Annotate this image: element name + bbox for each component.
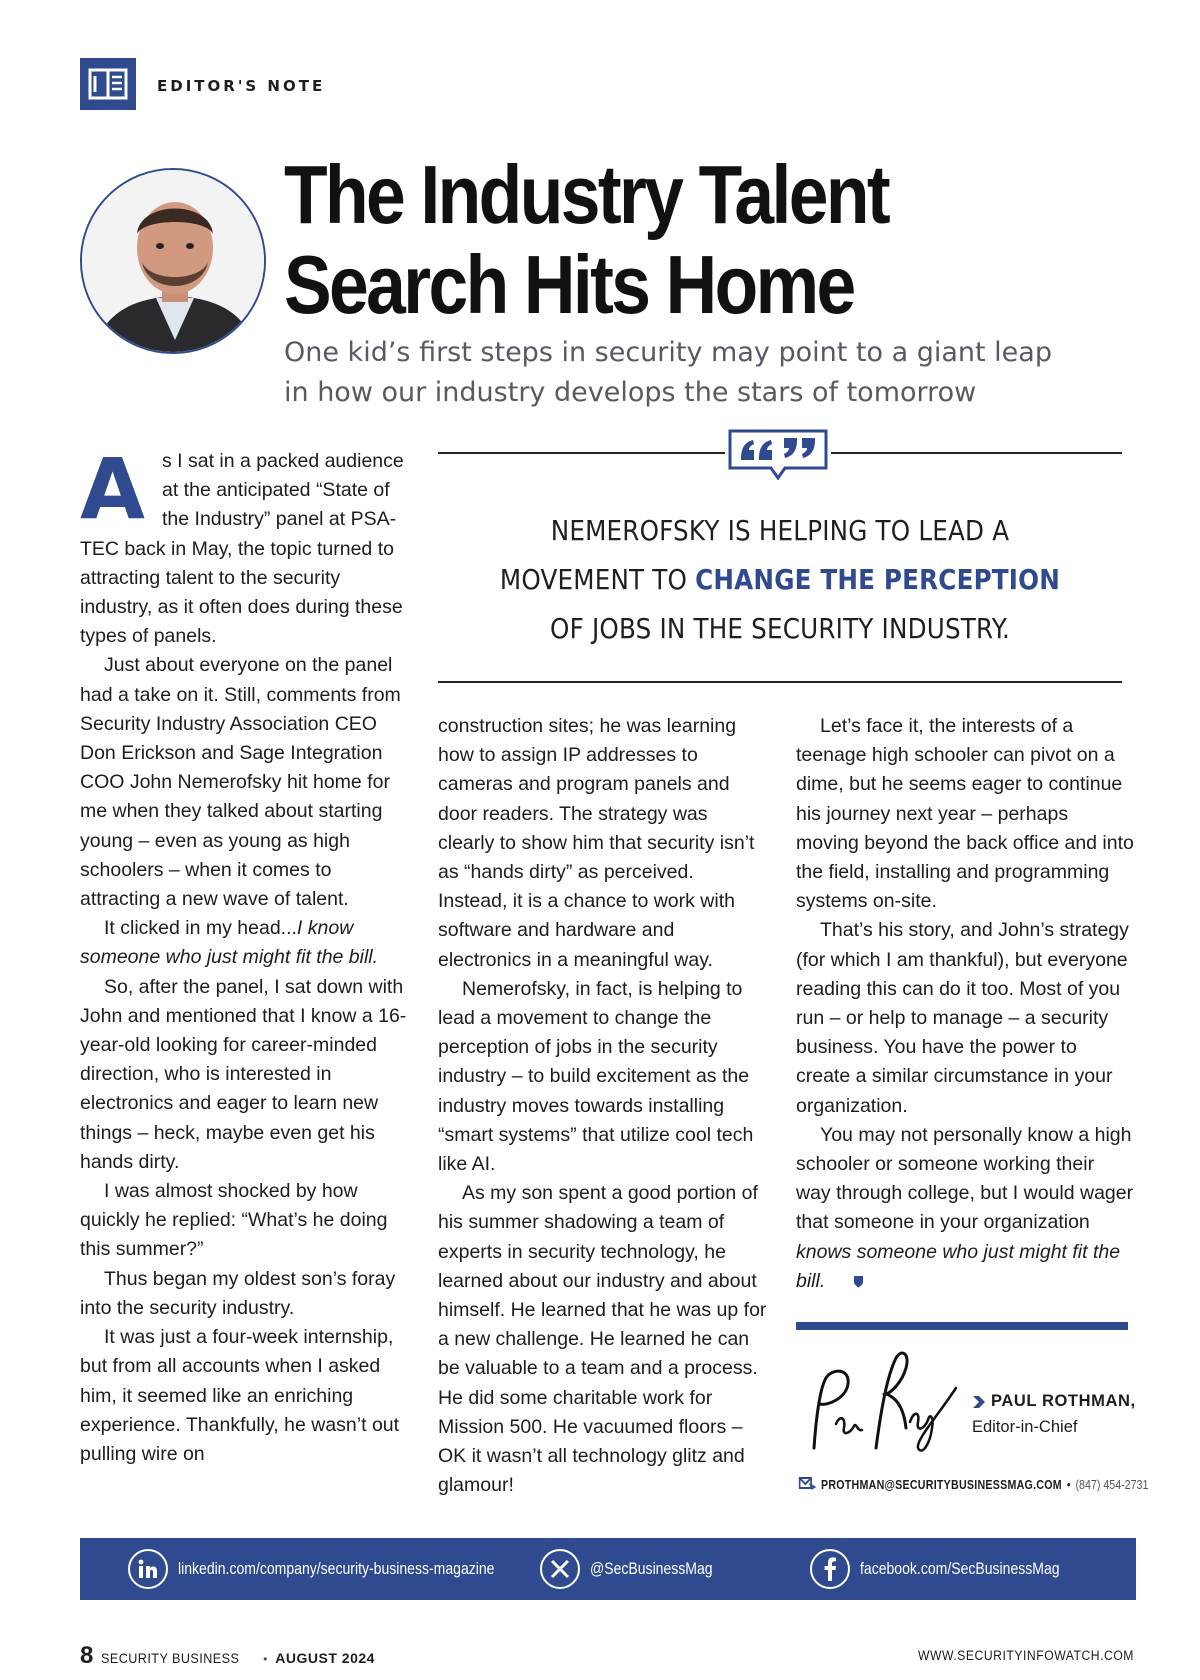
magazine-name: SECURITY BUSINESS [101, 1650, 240, 1666]
section-label: EDITOR'S NOTE [157, 77, 326, 95]
article-headline [284, 150, 972, 330]
paragraph: Just about everyone on the panel had a take on it. Still, comments from Security Industry Association CEO Don Erickson and Sage Integration COO John Nemerofsky hit home for me when they talked about starting young – even as young as high schoolers – when it comes to attracting a new wave of talent. [80, 654, 401, 911]
facebook-icon [810, 1549, 850, 1589]
paragraph: I was almost shocked by how quickly he replied: “What’s he doing this summer?” [80, 1180, 388, 1261]
pullquote-text: NEMEROFSKY IS HELPING TO LEAD A MOVEMENT TO CHANGE THE PERCEPTION OF JOBS IN THE SECURITY INDUSTRY. [499, 514, 1061, 645]
linkedin-label: linkedin.com/company/security-business-magazine [178, 1559, 495, 1578]
chevron-right-icon [972, 1395, 988, 1409]
quote-bubble-icon [727, 428, 829, 480]
paragraph: You may not personally know a high schooler or someone working their way through college, but I would wager that someone in your organization knows someone who just might fit the bill. [796, 1123, 1134, 1292]
folio-dot: • [263, 1652, 268, 1666]
separator-dot: • [1066, 1477, 1071, 1492]
facebook-label: facebook.com/SecBusinessMag [860, 1559, 1060, 1578]
pullquote-highlight: CHANGE THE PERCEPTION [695, 563, 1061, 596]
social-links-bar [80, 1538, 1136, 1600]
paragraph: So, after the panel, I sat down with John and mentioned that I know a 16-year-old looking for career-minded direction, who is interested in electronics and eager to learn new things – heck, maybe even get his hands dirty. [80, 975, 407, 1173]
issue-date: AUGUST 2024 [275, 1650, 375, 1666]
paragraph: It clicked in my head...I know someone who just might fit the bill. [80, 917, 379, 969]
paragraph: Thus began my oldest son’s foray into the security industry. [80, 1267, 396, 1319]
paragraph: It was just a four-week internship, but from all accounts when I asked him, it seemed like an enriching experience. Thankfully, he wasn’t out pulling wire on [80, 1326, 400, 1465]
contact-row [798, 1475, 1148, 1494]
editor-portrait [80, 168, 266, 354]
deck-line-2: in how our industry develops the stars of tomorrow [284, 377, 977, 408]
headline-line-2: Search Hits Home [284, 238, 854, 331]
paragraph: Nemerofsky, in fact, is helping to lead a movement to change the perception of jobs in the security industry – to build excitement as the industry moves towards installing “smart systems” that utilize cool tech like AI. [438, 977, 754, 1176]
editor-phone: (847) 454-2731 [1075, 1477, 1149, 1492]
page-number: 8 [80, 1642, 94, 1669]
paragraph: As I sat in a packed audience at the anticipated “State of the Industry” panel at PSA-TEC back in May, the topic turned to attracting talent to the security industry, as it often does during these types of panels. [80, 440, 404, 648]
headline-line-1: The Industry Talent [284, 148, 889, 241]
article-deck [284, 333, 1104, 413]
x-icon [540, 1549, 580, 1589]
end-mark-icon [829, 1268, 840, 1281]
envelope-icon [798, 1475, 816, 1494]
editor-title: Editor-in-Chief [972, 1418, 1078, 1436]
facebook-link[interactable] [810, 1538, 1095, 1600]
byline-rule [796, 1322, 1128, 1330]
article-column-3 [796, 712, 1134, 1296]
paragraph: That’s his story, and John’s strategy (for which I am thankful), but everyone reading this can do it too. Most of you run – or help to manage – a security business. You have the power to create a similar circumstance in your organization. [796, 919, 1129, 1117]
x-label: @SecBusinessMag [590, 1559, 713, 1578]
drop-cap: A [80, 440, 146, 538]
editor-name: PAUL ROTHMAN, [991, 1392, 1136, 1410]
deck-line-1: One kid’s first steps in security may point to a giant leap [284, 337, 1052, 368]
editor-email-link[interactable]: PROTHMAN@SECURITYBUSINESSMAG.COM [820, 1477, 1062, 1492]
pullquote-rule-left [438, 452, 725, 454]
linkedin-link[interactable] [128, 1538, 550, 1600]
open-book-icon [80, 58, 136, 110]
pullquote-rule-right [831, 452, 1122, 454]
paragraph: construction sites; he was learning how to assign IP addresses to cameras and program panels and door readers. The strategy was clearly to show him that security isn’t as “hands dirty” as perceived. Instead, it is a chance to work with software and hardware and electronics in a meaningful way. [438, 715, 755, 971]
paragraph: Let’s face it, the interests of a teenage high schooler can pivot on a dime, but he seems eager to continue his journey next year – perhaps moving beyond the back office and into the field, installing and programming systems on-site. [796, 715, 1134, 913]
pullquote-rule-bottom [438, 681, 1122, 683]
article-column-1 [80, 440, 410, 1469]
signature-image [806, 1348, 966, 1458]
x-link[interactable] [540, 1538, 734, 1600]
paragraph: As my son spent a good portion of his summer shadowing a team of experts in security technology, he learned about our industry and about himself. He learned that he was up for a new challenge. He learned he can be valuable to a team and a process. He did some charitable work for Mission 500. He vacuumed floors – OK it wasn’t all technology glitz and glamour! [438, 1182, 767, 1497]
linkedin-icon [128, 1549, 168, 1589]
website-url[interactable]: WWW.SECURITYINFOWATCH.COM [918, 1648, 1134, 1663]
article-column-2 [438, 712, 768, 1500]
page-folio [80, 1642, 375, 1670]
